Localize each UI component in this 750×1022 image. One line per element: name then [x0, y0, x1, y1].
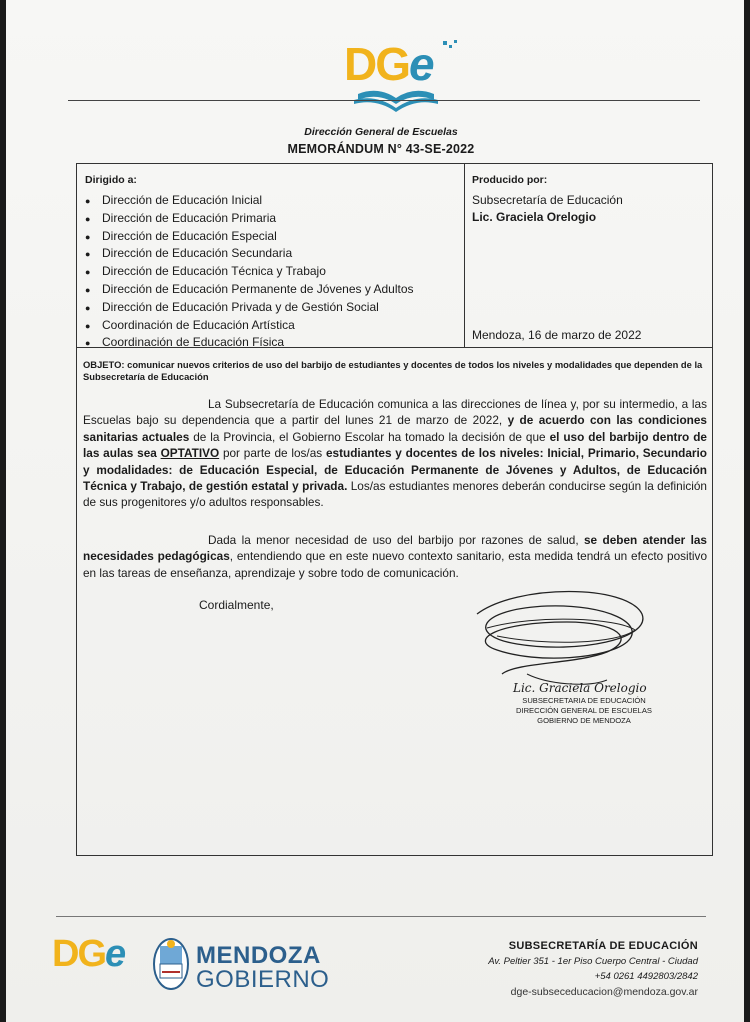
addressee-label: Dirección de Educación Privada y de Gestión Social	[102, 299, 379, 314]
produced-label: Producido por:	[472, 174, 548, 186]
addressee-label: Dirección de Educación Secundaria	[102, 246, 293, 261]
text-segment: La Subsecretaría de Educación comunica a las direcciones de línea y, por su intermedio, a las Escuelas bajo su dependencia que a partir del lunes 21 de marzo de 2022,	[83, 397, 707, 428]
closing-regards: Cordialmente,	[199, 598, 274, 612]
text-segment: estudiantes y docentes de los niveles: Inicial, Primario, Secundario y modalidades: de Educación Especial, de Educación Permanente de Jóvenes y Adultos, de Educación Técnica y Trabajo, de gestión estatal y privada.	[83, 446, 707, 494]
book-icon	[344, 38, 474, 118]
addressee-label: Coordinación de Educación Artística	[102, 317, 295, 332]
list-item	[85, 317, 414, 335]
stamp-line: GOBIERNO DE MENDOZA	[537, 716, 631, 725]
addressed-label: Dirigido a:	[85, 174, 137, 186]
bullet-icon: ●	[85, 213, 91, 224]
text-segment: de la Provincia, el Gobierno Escolar ha tomado la decisión de que	[189, 429, 550, 444]
memo-subject: OBJETO: comunicar nuevos criterios de uso del barbijo de estudiantes y docentes de todos los niveles y modalidades que dependen de la Subsecretaría de Educación	[83, 359, 703, 382]
footer-divider	[56, 916, 706, 917]
list-item	[85, 245, 414, 263]
bullet-icon: ●	[85, 267, 91, 278]
bullet-icon: ●	[85, 338, 91, 349]
text-segment: por parte de los/as	[219, 446, 326, 461]
list-item	[85, 281, 414, 299]
addressee-list	[85, 192, 414, 352]
mendoza-shield-icon	[152, 934, 190, 992]
logo-letter-e: e	[105, 933, 125, 975]
footer-phone: +54 0261 4492803/2842	[594, 971, 698, 982]
bullet-icon: ●	[85, 249, 91, 260]
text-segment: y de acuerdo con las condiciones sanitarias actuales	[83, 413, 707, 444]
list-item	[85, 299, 414, 317]
text-segment: , entendiendo que en este nuevo contexto sanitario, esta medida tendrá un efecto positivo en las tareas de enseñanza, aprendizaje y sobre todo de comunicación.	[83, 549, 708, 580]
mendoza-wordmark: MENDOZA	[196, 942, 321, 969]
memo-date: Mendoza, 16 de marzo de 2022	[472, 328, 642, 342]
organization-name: Dirección General de Escuelas	[304, 126, 458, 138]
logo-letter-e: e	[409, 38, 433, 90]
signature-stamp	[514, 696, 654, 726]
logo-letter-d: D	[52, 933, 78, 975]
column-divider	[464, 164, 465, 347]
addressee-label: Coordinación de Educación Física	[102, 335, 285, 350]
addressee-label: Dirección de Educación Permanente de Jóvenes y Adultos	[102, 281, 414, 296]
addressee-label: Dirección de Educación Especial	[102, 228, 277, 243]
body-paragraph-1	[83, 396, 707, 511]
signature-scribble	[457, 584, 657, 694]
addressee-label: Dirección de Educación Inicial	[102, 193, 263, 207]
logo-letter-g: G	[77, 933, 106, 975]
bullet-icon: ●	[85, 320, 91, 331]
memo-title: MEMORÁNDUM N° 43-SE-2022	[287, 142, 475, 156]
bullet-icon: ●	[85, 302, 91, 313]
bullet-icon: ●	[85, 231, 91, 242]
bullet-icon: ●	[85, 196, 91, 206]
producer-name: Lic. Graciela Orelogio	[472, 210, 597, 224]
text-segment: el uso del barbijo dentro de las aulas sea	[83, 429, 707, 461]
header-divider	[68, 100, 700, 101]
memo-frame	[76, 163, 713, 856]
footer-dge-logo	[52, 932, 124, 976]
footer-email[interactable]: dge-subseceducacion@mendoza.gov.ar	[510, 986, 698, 998]
footer-address: Av. Peltier 351 - 1er Piso Cuerpo Central - Ciudad	[488, 956, 698, 967]
text-segment: se deben atender las necesidades pedagógicas	[83, 533, 707, 564]
logo-letter-d: D	[344, 38, 376, 90]
stamp-line: SUBSECRETARIA DE EDUCACIÓN	[522, 696, 646, 705]
addressee-label: Dirección de Educación Primaria	[102, 210, 277, 225]
optional-keyword: OPTATIVO	[160, 446, 220, 461]
memo-page	[6, 0, 744, 1022]
bullet-icon: ●	[85, 284, 91, 295]
gobierno-wordmark: GOBIERNO	[196, 966, 330, 993]
footer-unit: SUBSECRETARÍA DE EDUCACIÓN	[508, 940, 698, 952]
addressee-label: Dirección de Educación Técnica y Trabajo	[102, 264, 326, 279]
signature-name: Lic. Graciela Orelogio	[513, 681, 647, 695]
producer-unit: Subsecretaría de Educación	[472, 193, 623, 207]
stamp-line: DIRECCIÓN GENERAL DE ESCUELAS	[515, 706, 653, 715]
list-item	[85, 210, 414, 228]
dge-logo	[344, 38, 474, 118]
list-item	[85, 192, 414, 210]
list-item	[85, 263, 414, 281]
list-item	[85, 334, 414, 352]
body-paragraph-2	[83, 532, 707, 581]
footer-contact	[488, 940, 698, 998]
logo-letter-g: G	[375, 38, 410, 90]
text-segment: Los/as estudiantes menores deberán conducirse según la definición de sus progenitores y/o adultos responsables.	[83, 479, 707, 510]
list-item	[85, 228, 414, 246]
text-segment: Dada la menor necesidad de uso del barbijo por razones de salud,	[208, 533, 584, 547]
